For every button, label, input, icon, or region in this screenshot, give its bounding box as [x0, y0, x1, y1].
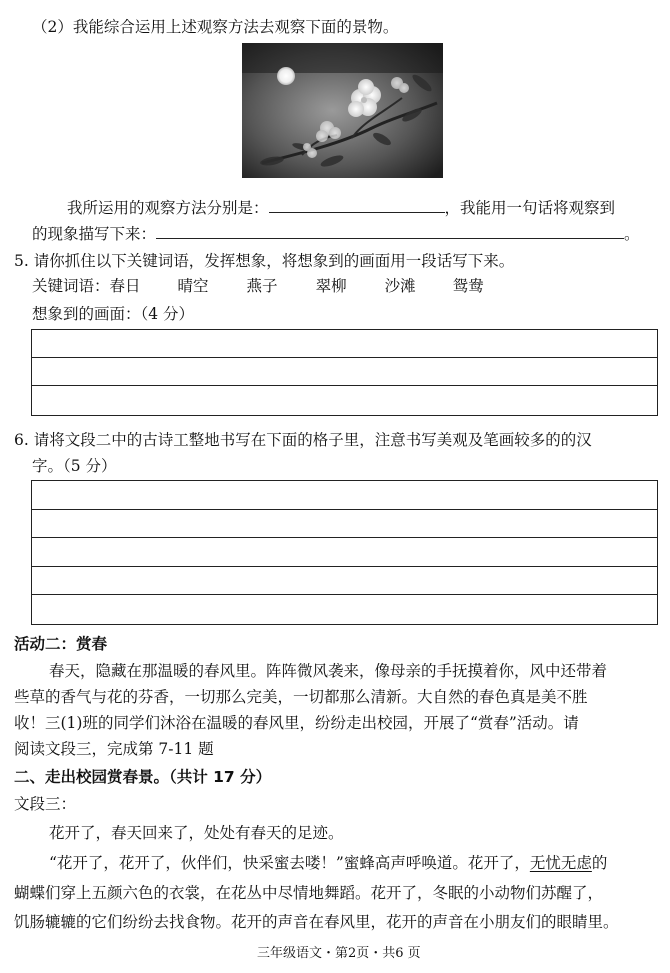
- writing-row[interactable]: [32, 358, 657, 386]
- keyword-yuanyang: 鸳鸯: [452, 277, 484, 295]
- writing-row[interactable]: [32, 538, 657, 567]
- writing-row[interactable]: [32, 481, 657, 510]
- passage3-line4: 饥肠辘辘的它们纷纷去找食物。花开的声音在春风里，花开的声音在小朋友们的眼睛里。: [14, 913, 619, 931]
- q5-prompt: 想象到的画面：（4 分）: [32, 305, 195, 323]
- activity2-para-line3: 收！三(1)班的同学们沐浴在温暖的春风里，纷纷走出校园，开展了“赏春”活动。请: [14, 714, 579, 732]
- passage3-line3: 蝴蝶们穿上五颜六色的衣裳，在花丛中尽情地舞蹈。花开了，冬眠的小动物们苏醒了，: [14, 884, 604, 902]
- passage3-line2-text: “花开了，花开了，伙伴们，快采蜜去喽！”蜜蜂高声呼唤道。花开了，: [49, 854, 530, 872]
- activity2-para-line2: 些草的香气与花的芬香，一切那么完美，一切都那么清新。大自然的春色真是美不胜: [14, 688, 588, 706]
- page-footer: 三年级语文・第2页・共6 页: [257, 946, 421, 961]
- q6-title-line1: 6. 请将文段二中的古诗工整地书写在下面的格子里，注意书写美观及笔画较多的的汉: [14, 431, 592, 449]
- writing-row[interactable]: [32, 386, 657, 413]
- moon-blossom-photo: [242, 43, 443, 178]
- q6-title-line2: 字。（5 分）: [32, 457, 117, 475]
- underlined-word: 无忧无虑: [529, 854, 592, 872]
- q5-writing-box[interactable]: [31, 329, 658, 416]
- passage3-line1: 花开了，春天回来了，处处有春天的足迹。: [49, 824, 344, 842]
- fill-label-methods: 我所运用的观察方法分别是：: [67, 199, 269, 217]
- keyword-cuiliu: 翠柳: [315, 277, 347, 295]
- methods-blank[interactable]: [269, 196, 445, 213]
- fill-label-phenomenon: 的现象描写下来：: [32, 225, 157, 243]
- keyword-shatan: 沙滩: [384, 277, 416, 295]
- writing-row[interactable]: [32, 567, 657, 595]
- q4-fill-line1: [67, 196, 615, 218]
- section2-heading: 二、走出校园赏春景。（共计 17 分）: [14, 768, 272, 786]
- q4-part2-prompt: （2）我能综合运用上述观察方法去观察下面的景物。: [32, 18, 399, 36]
- activity2-para-line4: 阅读文段三，完成第 7-11 题: [14, 740, 214, 758]
- writing-row[interactable]: [32, 510, 657, 538]
- fill-period: 。: [624, 225, 640, 243]
- q5-keywords: [32, 274, 484, 296]
- passage3-line2-end: 的: [591, 854, 608, 872]
- activity2-para-line1: 春天，隐藏在那温暖的春风里。阵阵微风袭来，像母亲的手抚摸着你，风中还带着: [49, 662, 608, 680]
- passage3-label: 文段三：: [14, 795, 77, 813]
- q4-fill-line2: [32, 222, 640, 244]
- keyword-qingkong: 晴空: [177, 277, 209, 295]
- activity2-heading: 活动二：赏春: [14, 635, 108, 653]
- writing-row[interactable]: [32, 330, 657, 358]
- keyword-chunri: 春日: [109, 277, 141, 295]
- keyword-yanzi: 燕子: [246, 277, 278, 295]
- passage3-line2: [49, 851, 607, 873]
- keywords-label: 关键词语：: [32, 277, 110, 295]
- fill-label-describe: ，我能用一句话将观察到: [444, 199, 616, 217]
- writing-row[interactable]: [32, 595, 657, 622]
- description-blank[interactable]: [156, 222, 624, 239]
- q6-writing-grid[interactable]: [31, 480, 658, 625]
- q5-title: 5. 请你抓住以下关键词语，发挥想象，将想象到的画面用一段话写下来。: [14, 252, 515, 270]
